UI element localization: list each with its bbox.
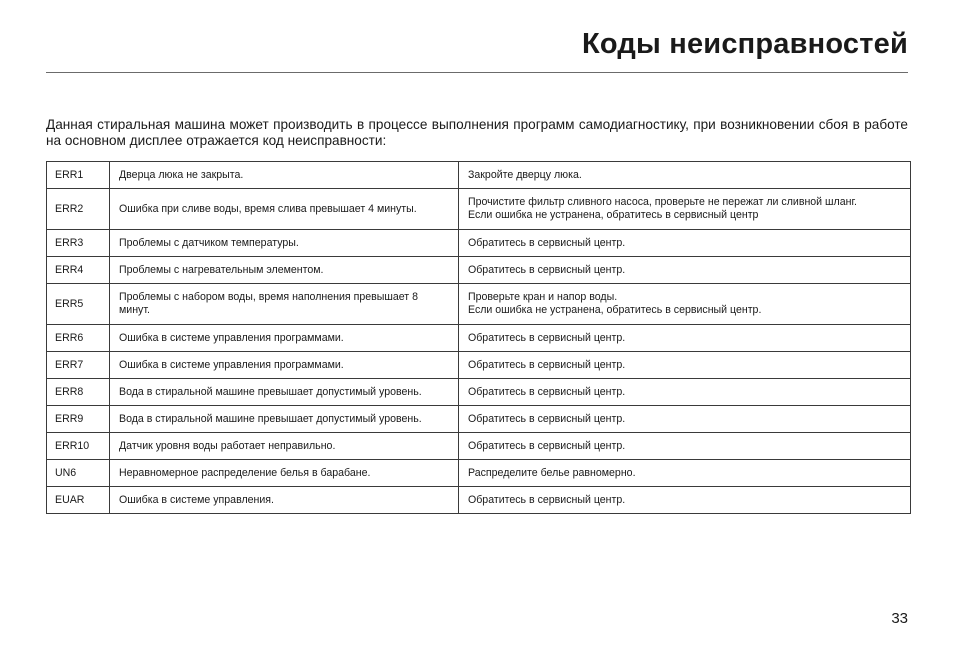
description-cell: Вода в стиральной машине превышает допустимый уровень. [110,406,459,433]
description-cell: Ошибка в системе управления программами. [110,352,459,379]
action-line: Если ошибка не устранена, обратитесь в сервисный центр [468,209,759,221]
table-row [47,460,911,487]
error-code-cell: ERR3 [47,230,110,257]
table-row [47,433,911,460]
error-code-cell: ERR5 [47,284,110,325]
action-cell: Обратитесь в сервисный центр. [459,406,911,433]
action-cell: Обратитесь в сервисный центр. [459,352,911,379]
table-row [47,162,911,189]
action-line: Проверьте кран и напор воды. [468,291,618,303]
description-cell: Неравномерное распределение белья в барабане. [110,460,459,487]
error-codes-table [46,161,911,514]
action-cell: Обратитесь в сервисный центр. [459,487,911,514]
description-cell: Дверца люка не закрыта. [110,162,459,189]
action-cell: Обратитесь в сервисный центр. [459,230,911,257]
description-cell: Проблемы с датчиком температуры. [110,230,459,257]
description-cell: Проблемы с набором воды, время наполнения превышает 8 минут. [110,284,459,325]
action-line: Если ошибка не устранена, обратитесь в сервисный центр. [468,304,762,316]
action-cell: Распределите белье равномерно. [459,460,911,487]
description-cell: Проблемы с нагревательным элементом. [110,257,459,284]
error-code-cell: ERR9 [47,406,110,433]
action-cell: Обратитесь в сервисный центр. [459,257,911,284]
table-row [47,406,911,433]
table-row [47,379,911,406]
page-number: 33 [891,610,908,627]
description-cell: Ошибка в системе управления программами. [110,325,459,352]
table-row [47,352,911,379]
error-code-cell: ERR10 [47,433,110,460]
error-code-cell: ERR1 [47,162,110,189]
description-cell: Вода в стиральной машине превышает допустимый уровень. [110,379,459,406]
error-code-cell: ERR2 [47,189,110,230]
action-cell: Обратитесь в сервисный центр. [459,433,911,460]
action-cell: Обратитесь в сервисный центр. [459,379,911,406]
title-divider [46,72,908,73]
error-code-cell: EUAR [47,487,110,514]
description-cell: Ошибка при сливе воды, время слива превышает 4 минуты. [110,189,459,230]
action-line: Прочистите фильтр сливного насоса, проверьте не пережат ли сливной шланг. [468,196,857,208]
table-row [47,284,911,325]
description-cell: Ошибка в системе управления. [110,487,459,514]
intro-paragraph: Данная стиральная машина может производить в процессе выполнения программ самодиагностику, при возникновении сбоя в работе на основном дисплее отражается код неисправности: [46,117,908,148]
table-row [47,325,911,352]
error-code-cell: ERR4 [47,257,110,284]
table-row [47,189,911,230]
action-cell [459,189,911,230]
action-cell: Обратитесь в сервисный центр. [459,325,911,352]
error-code-cell: ERR8 [47,379,110,406]
description-cell: Датчик уровня воды работает неправильно. [110,433,459,460]
table-row [47,230,911,257]
action-cell [459,284,911,325]
table-row [47,487,911,514]
action-cell: Закройте дверцу люка. [459,162,911,189]
table-row [47,257,911,284]
error-code-cell: ERR7 [47,352,110,379]
page-title: Коды неисправностей [582,28,908,60]
error-code-cell: UN6 [47,460,110,487]
error-code-cell: ERR6 [47,325,110,352]
